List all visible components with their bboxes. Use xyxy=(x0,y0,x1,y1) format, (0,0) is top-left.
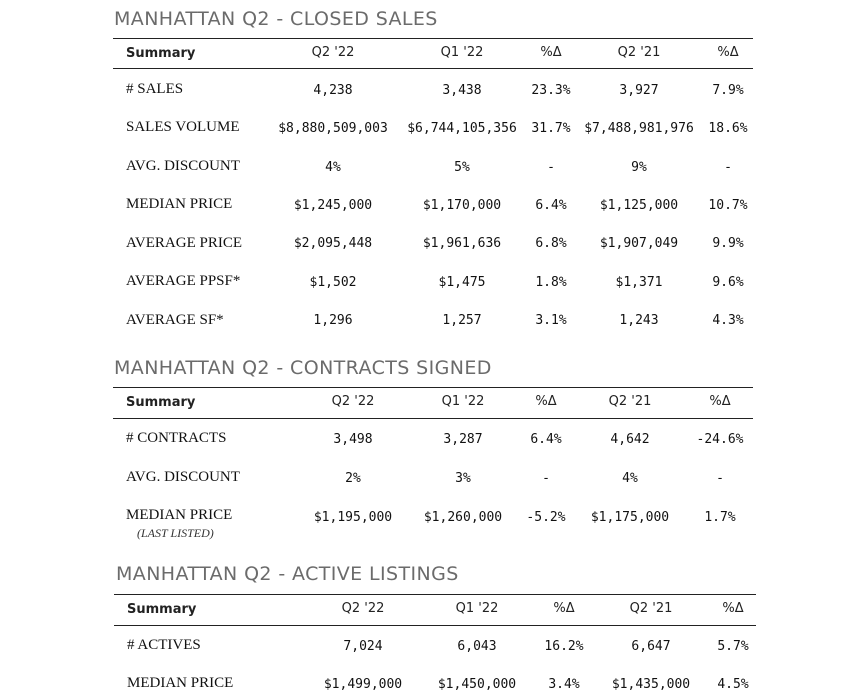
row-label: AVERAGE PRICE xyxy=(126,235,242,251)
row-label: AVERAGE SF* xyxy=(126,312,224,328)
cell-value: 3,927 xyxy=(619,83,659,98)
cell-value: $1,435,000 xyxy=(611,677,691,692)
cell-value: $1,260,000 xyxy=(423,510,503,525)
cell-value: 3.4% xyxy=(548,677,580,692)
cell-value: 3,498 xyxy=(333,432,373,447)
cell-value: 1,296 xyxy=(313,313,353,328)
divider xyxy=(113,38,753,39)
row-label: SALES VOLUME xyxy=(126,119,240,135)
cell-value: 2% xyxy=(345,471,361,486)
cell-value: 16.2% xyxy=(544,639,584,654)
cell-value: 18.6% xyxy=(708,121,748,136)
cell-value: 7,024 xyxy=(343,639,383,654)
column-header: %Δ xyxy=(722,601,744,616)
column-header: Q2 '22 xyxy=(331,394,375,409)
cell-value: 5.7% xyxy=(717,639,749,654)
column-header: Q1 '22 xyxy=(455,601,499,616)
cell-value: 6.4% xyxy=(530,432,562,447)
cell-value: 9.6% xyxy=(712,275,744,290)
divider xyxy=(113,68,753,69)
column-header: %Δ xyxy=(535,394,557,409)
section-title: MANHATTAN Q2 - ACTIVE LISTINGS xyxy=(116,563,459,585)
row-label: # CONTRACTS xyxy=(126,430,227,446)
cell-value: - xyxy=(542,471,550,486)
cell-value: 4,238 xyxy=(313,83,353,98)
cell-value: $1,502 xyxy=(309,275,357,290)
cell-value: 6.4% xyxy=(535,198,567,213)
cell-value: 4% xyxy=(622,471,638,486)
cell-value: $1,125,000 xyxy=(599,198,679,213)
cell-value: 5% xyxy=(454,160,470,175)
cell-value: 23.3% xyxy=(531,83,571,98)
row-label: AVERAGE PPSF* xyxy=(126,273,241,289)
cell-value: - xyxy=(547,160,555,175)
cell-value: 4% xyxy=(325,160,341,175)
cell-value: $1,475 xyxy=(438,275,486,290)
row-label: # ACTIVES xyxy=(127,637,201,653)
cell-value: 1.7% xyxy=(704,510,736,525)
cell-value: $1,175,000 xyxy=(590,510,670,525)
column-header: %Δ xyxy=(717,45,739,60)
column-header: %Δ xyxy=(709,394,731,409)
row-label: AVG. DISCOUNT xyxy=(126,469,240,485)
column-header-summary: Summary xyxy=(127,602,197,617)
cell-value: 1.8% xyxy=(535,275,567,290)
cell-value: $1,170,000 xyxy=(422,198,502,213)
cell-value: $1,195,000 xyxy=(313,510,393,525)
column-header: Q2 '21 xyxy=(629,601,673,616)
cell-value: 3,438 xyxy=(442,83,482,98)
cell-value: 31.7% xyxy=(531,121,571,136)
cell-value: 3,287 xyxy=(443,432,483,447)
cell-value: 1,243 xyxy=(619,313,659,328)
cell-value: 6,043 xyxy=(457,639,497,654)
row-label: MEDIAN PRICE xyxy=(126,196,233,212)
row-label: MEDIAN PRICE xyxy=(126,507,233,523)
cell-value: $7,488,981,976 xyxy=(584,121,694,136)
section-title: MANHATTAN Q2 - CONTRACTS SIGNED xyxy=(114,357,492,379)
cell-value: - xyxy=(724,160,732,175)
cell-value: $1,907,049 xyxy=(599,236,679,251)
cell-value: 3.1% xyxy=(535,313,567,328)
cell-value: 3% xyxy=(455,471,471,486)
cell-value: 4.3% xyxy=(712,313,744,328)
row-label: AVG. DISCOUNT xyxy=(126,158,240,174)
cell-value: 9% xyxy=(631,160,647,175)
cell-value: $6,744,105,356 xyxy=(407,121,517,136)
cell-value: -24.6% xyxy=(696,432,744,447)
divider xyxy=(114,594,756,595)
column-header: Q1 '22 xyxy=(440,45,484,60)
cell-value: 1,257 xyxy=(442,313,482,328)
cell-value: -5.2% xyxy=(526,510,566,525)
column-header-summary: Summary xyxy=(126,46,196,61)
cell-value: 4.5% xyxy=(717,677,749,692)
column-header: Q2 '21 xyxy=(617,45,661,60)
row-label: # SALES xyxy=(126,81,184,97)
column-header: %Δ xyxy=(553,601,575,616)
cell-value: 7.9% xyxy=(712,83,744,98)
column-header: Q1 '22 xyxy=(441,394,485,409)
cell-value: 4,642 xyxy=(610,432,650,447)
cell-value: 9.9% xyxy=(712,236,744,251)
cell-value: $8,880,509,003 xyxy=(278,121,388,136)
cell-value: 6,647 xyxy=(631,639,671,654)
cell-value: $1,499,000 xyxy=(323,677,403,692)
row-label: MEDIAN PRICE xyxy=(127,675,234,691)
divider xyxy=(114,625,756,626)
cell-value: $1,245,000 xyxy=(293,198,373,213)
cell-value: 6.8% xyxy=(535,236,567,251)
cell-value: $1,450,000 xyxy=(437,677,517,692)
column-header: Q2 '21 xyxy=(608,394,652,409)
cell-value: $1,371 xyxy=(615,275,663,290)
column-header: %Δ xyxy=(540,45,562,60)
cell-value: $1,961,636 xyxy=(422,236,502,251)
cell-value: - xyxy=(716,471,724,486)
section-title: MANHATTAN Q2 - CLOSED SALES xyxy=(114,8,438,30)
cell-value: $2,095,448 xyxy=(293,236,373,251)
cell-value: 10.7% xyxy=(708,198,748,213)
divider xyxy=(113,387,753,388)
row-sublabel: (LAST LISTED) xyxy=(137,526,214,540)
divider xyxy=(113,418,753,419)
column-header: Q2 '22 xyxy=(311,45,355,60)
column-header-summary: Summary xyxy=(126,395,196,410)
column-header: Q2 '22 xyxy=(341,601,385,616)
